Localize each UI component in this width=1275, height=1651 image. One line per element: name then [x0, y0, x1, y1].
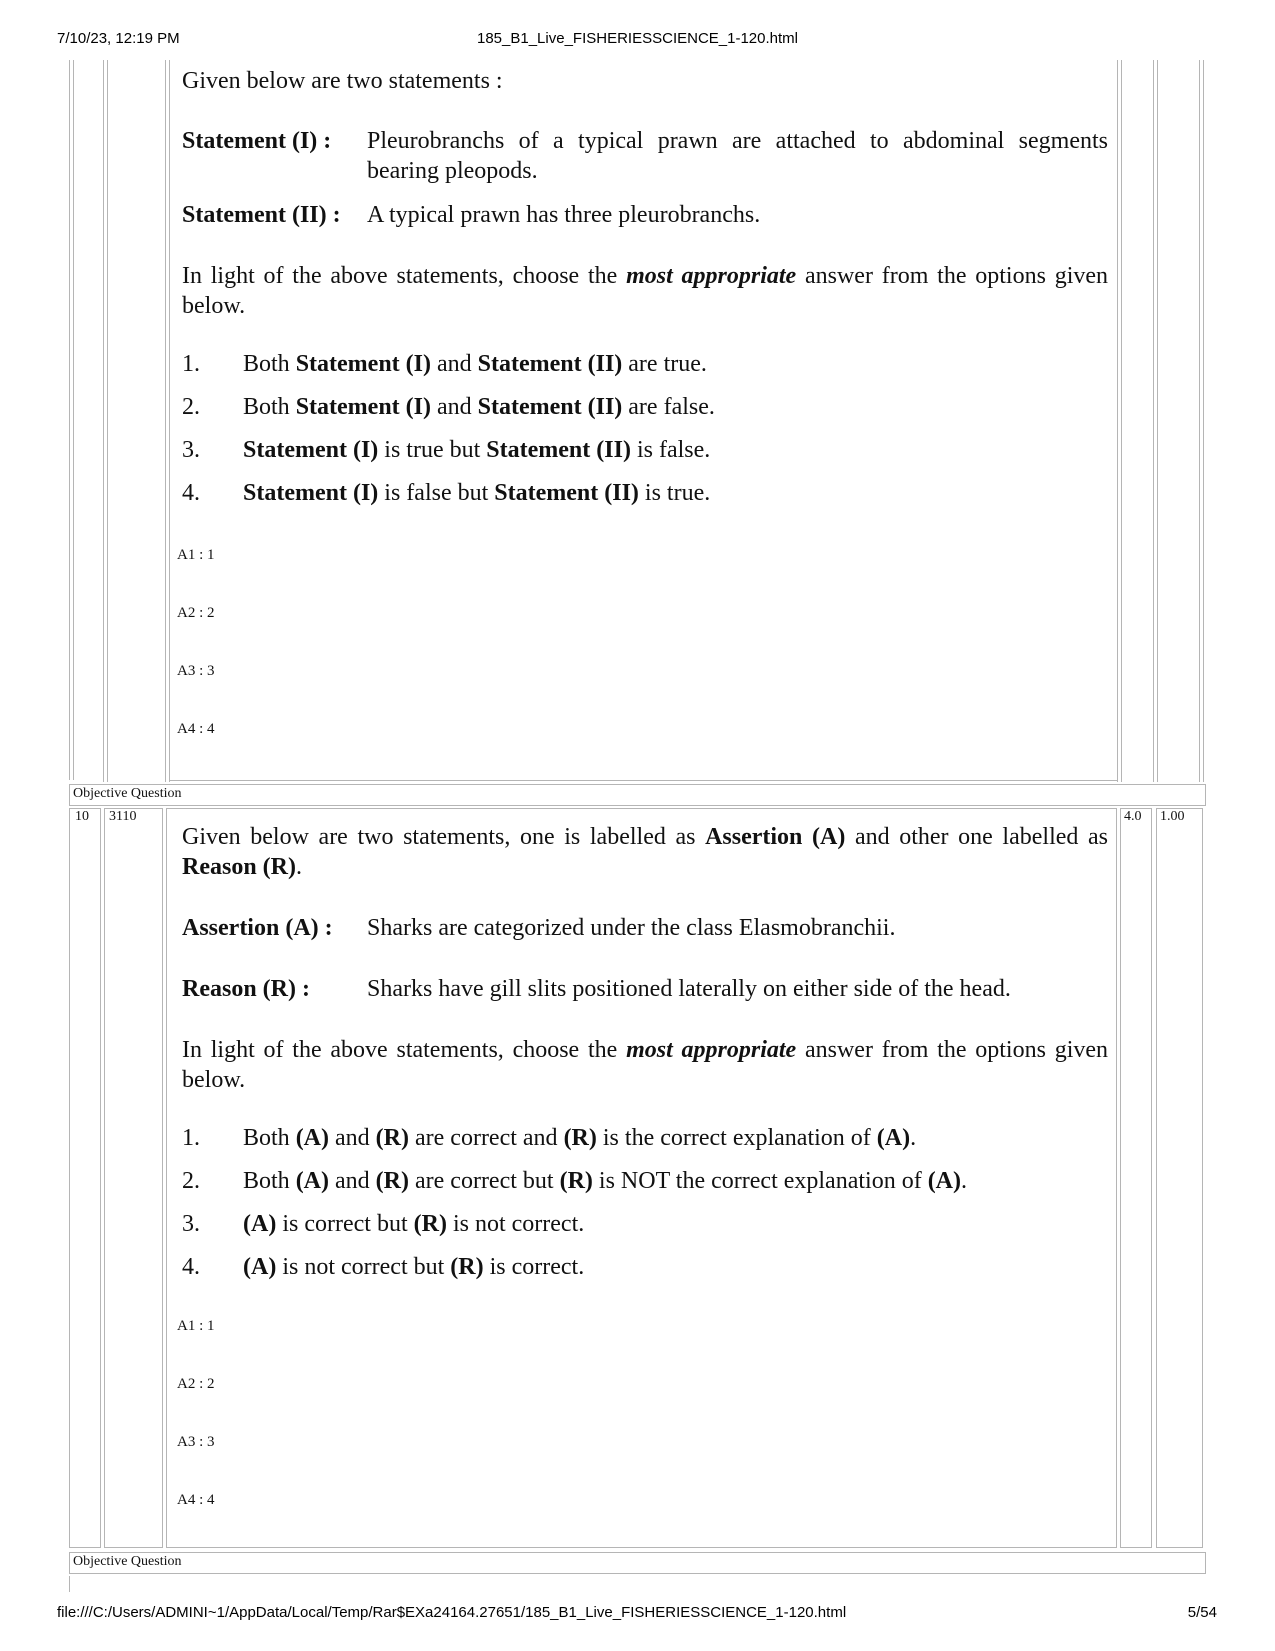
- answer-key: A2 : 2: [177, 605, 215, 621]
- statement-label: Statement (II) :: [182, 202, 341, 228]
- option-text: [243, 1123, 1108, 1153]
- page-counter: 5/54: [1187, 1604, 1217, 1621]
- option-text-part: is true.: [638, 480, 711, 506]
- question-serial: 10: [75, 809, 89, 824]
- option-text-part: is correct but: [276, 1211, 414, 1237]
- option-text: [243, 1209, 1108, 1239]
- print-datetime: 7/10/23, 12:19 PM: [57, 30, 180, 47]
- intro-bold: Reason (R): [182, 854, 296, 880]
- option-item: [182, 1252, 1108, 1295]
- print-footer: [0, 1604, 1275, 1624]
- option-item: [182, 1166, 1108, 1209]
- table-border: [103, 60, 104, 782]
- option-text-bold: Statement (II): [494, 480, 639, 506]
- option-text-bold: (R): [413, 1211, 447, 1237]
- option-text-bold: Statement (II): [477, 394, 623, 420]
- option-text-bold: (A): [876, 1125, 911, 1151]
- option-text-part: Both: [243, 1125, 296, 1151]
- table-border: [1153, 60, 1154, 782]
- statement-label: Statement (I) :: [182, 128, 332, 154]
- option-number: 3.: [182, 1211, 200, 1237]
- negative-marks: 1.00: [1160, 809, 1185, 824]
- option-list: [182, 1123, 1108, 1295]
- option-text-part: and: [329, 1125, 376, 1151]
- option-text-bold: Statement (I): [243, 437, 379, 463]
- option-item: [182, 1123, 1108, 1166]
- option-text-bold: (R): [563, 1125, 597, 1151]
- statement-2: [182, 200, 1108, 230]
- option-item: [182, 349, 1108, 392]
- table-border: [1199, 60, 1200, 782]
- option-text-bold: (R): [375, 1125, 409, 1151]
- question-intro: Given below are two statements :: [182, 68, 503, 94]
- option-text-bold: Statement (II): [486, 437, 631, 463]
- instruction-text: answer from the options given below.: [182, 1037, 1109, 1093]
- instruction-emphasis: most appropriate: [626, 263, 797, 289]
- option-text-part: .: [910, 1125, 917, 1151]
- table-border: [1121, 60, 1122, 782]
- option-text-bold: (R): [559, 1168, 593, 1194]
- question-10-body: [182, 822, 1108, 1295]
- answer-key: A4 : 4: [177, 1492, 215, 1508]
- instruction-text: In light of the above statements, choose the: [182, 1037, 627, 1063]
- option-text-part: is not correct.: [446, 1211, 585, 1237]
- table-border: [1203, 60, 1204, 782]
- question-instruction: [182, 1035, 1108, 1095]
- intro-text: Given below are two statements, one is labelled as: [182, 824, 706, 850]
- cell-negative: [1156, 808, 1203, 1548]
- option-text-part: is NOT the correct explanation of: [592, 1168, 928, 1194]
- option-text-part: is false but: [378, 480, 495, 506]
- option-text-part: Both: [243, 1168, 296, 1194]
- option-text-bold: (A): [295, 1168, 330, 1194]
- option-text-part: is not correct but: [276, 1254, 451, 1280]
- statement-1: [182, 126, 1108, 186]
- question-instruction: [182, 261, 1108, 321]
- option-text-part: is false.: [630, 437, 711, 463]
- option-text-part: .: [961, 1168, 968, 1194]
- option-text-part: is correct.: [483, 1254, 585, 1280]
- table-border: [169, 60, 170, 782]
- option-text: [243, 1166, 1108, 1196]
- option-number: 4.: [182, 480, 200, 506]
- reason-text: Sharks have gill slits positioned laterally on either side of the head.: [367, 976, 1011, 1002]
- option-text-bold: (A): [243, 1254, 277, 1280]
- option-text: [243, 392, 1108, 422]
- option-number: 1.: [182, 351, 200, 377]
- option-text-bold: (A): [243, 1211, 277, 1237]
- answer-key: A3 : 3: [177, 1434, 215, 1450]
- question-id: 3110: [109, 809, 137, 824]
- option-text-part: are correct and: [409, 1125, 564, 1151]
- option-text-part: Both: [243, 351, 296, 377]
- option-text-part: are true.: [622, 351, 707, 377]
- intro-text: .: [296, 854, 302, 880]
- answer-key: A2 : 2: [177, 1376, 215, 1392]
- document-title: 185_B1_Live_FISHERIESSCIENCE_1-120.html: [477, 30, 798, 47]
- section-label: Objective Question: [73, 1554, 182, 1569]
- table-border: [1117, 60, 1118, 782]
- section-label-box: [69, 784, 1206, 806]
- answer-key: A3 : 3: [177, 663, 215, 679]
- table-border: [169, 780, 1118, 781]
- option-text-bold: (R): [375, 1168, 409, 1194]
- option-item: [182, 478, 1108, 521]
- table-border: [165, 60, 166, 782]
- option-text: [243, 435, 1108, 465]
- option-text-bold: (A): [927, 1168, 962, 1194]
- option-number: 3.: [182, 437, 200, 463]
- option-text-part: and: [430, 394, 478, 420]
- cell-serial: [69, 808, 101, 1548]
- answer-key: A4 : 4: [177, 721, 215, 737]
- file-path: file:///C:/Users/ADMINI~1/AppData/Local/Temp/Rar$EXa24164.27651/185_B1_Live_FISHERIESSCIENCE_1-120.html: [57, 1604, 847, 1621]
- option-number: 2.: [182, 1168, 200, 1194]
- reason-label: Reason (R) :: [182, 976, 310, 1002]
- statement-text: Pleurobranchs of a typical prawn are attached to abdominal segments bearing pleopods.: [367, 128, 1108, 184]
- question-prev-body: [182, 66, 1108, 521]
- instruction-text: answer from the options given below.: [182, 263, 1109, 319]
- table-border: [73, 60, 74, 780]
- option-item: [182, 435, 1108, 478]
- cell-marks: [1120, 808, 1152, 1548]
- option-text: [243, 478, 1108, 508]
- answer-key: A1 : 1: [177, 547, 215, 563]
- option-list: [182, 349, 1108, 521]
- statement-text: A typical prawn has three pleurobranchs.: [367, 202, 761, 228]
- section-label-box: [69, 1552, 1206, 1574]
- reason: [182, 974, 1108, 1004]
- option-text-bold: (A): [295, 1125, 330, 1151]
- intro-bold: Assertion (A): [705, 824, 846, 850]
- table-border: [107, 60, 108, 782]
- print-header: [0, 30, 1275, 50]
- instruction-text: In light of the above statements, choose the: [182, 263, 627, 289]
- table-border: [69, 1576, 70, 1592]
- option-number: 1.: [182, 1125, 200, 1151]
- option-text-part: is the correct explanation of: [596, 1125, 877, 1151]
- instruction-emphasis: most appropriate: [626, 1037, 797, 1063]
- option-text-part: are false.: [622, 394, 715, 420]
- option-text-part: Both: [243, 394, 296, 420]
- option-number: 4.: [182, 1254, 200, 1280]
- question-marks: 4.0: [1124, 809, 1142, 824]
- option-text: [243, 1252, 1108, 1282]
- option-item: [182, 392, 1108, 435]
- option-text-bold: Statement (I): [243, 480, 379, 506]
- option-text-bold: Statement (II): [477, 351, 623, 377]
- answer-key: A1 : 1: [177, 1318, 215, 1334]
- option-item: [182, 1209, 1108, 1252]
- option-number: 2.: [182, 394, 200, 420]
- option-text-part: and: [329, 1168, 376, 1194]
- option-text-part: and: [430, 351, 478, 377]
- option-text-part: are correct but: [409, 1168, 560, 1194]
- assertion: [182, 913, 1108, 943]
- assertion-text: Sharks are categorized under the class Elasmobranchii.: [367, 915, 896, 941]
- question-intro: [182, 822, 1108, 882]
- option-text-bold: (R): [450, 1254, 484, 1280]
- option-text-bold: Statement (I): [295, 351, 431, 377]
- option-text-part: is true but: [378, 437, 487, 463]
- table-border: [69, 60, 70, 780]
- section-label: Objective Question: [73, 786, 182, 801]
- cell-qid: [104, 808, 163, 1548]
- table-border: [1157, 60, 1158, 782]
- assertion-label: Assertion (A) :: [182, 915, 333, 941]
- option-text: [243, 349, 1108, 379]
- option-text-bold: Statement (I): [295, 394, 431, 420]
- intro-text: and other one labelled as: [845, 824, 1108, 850]
